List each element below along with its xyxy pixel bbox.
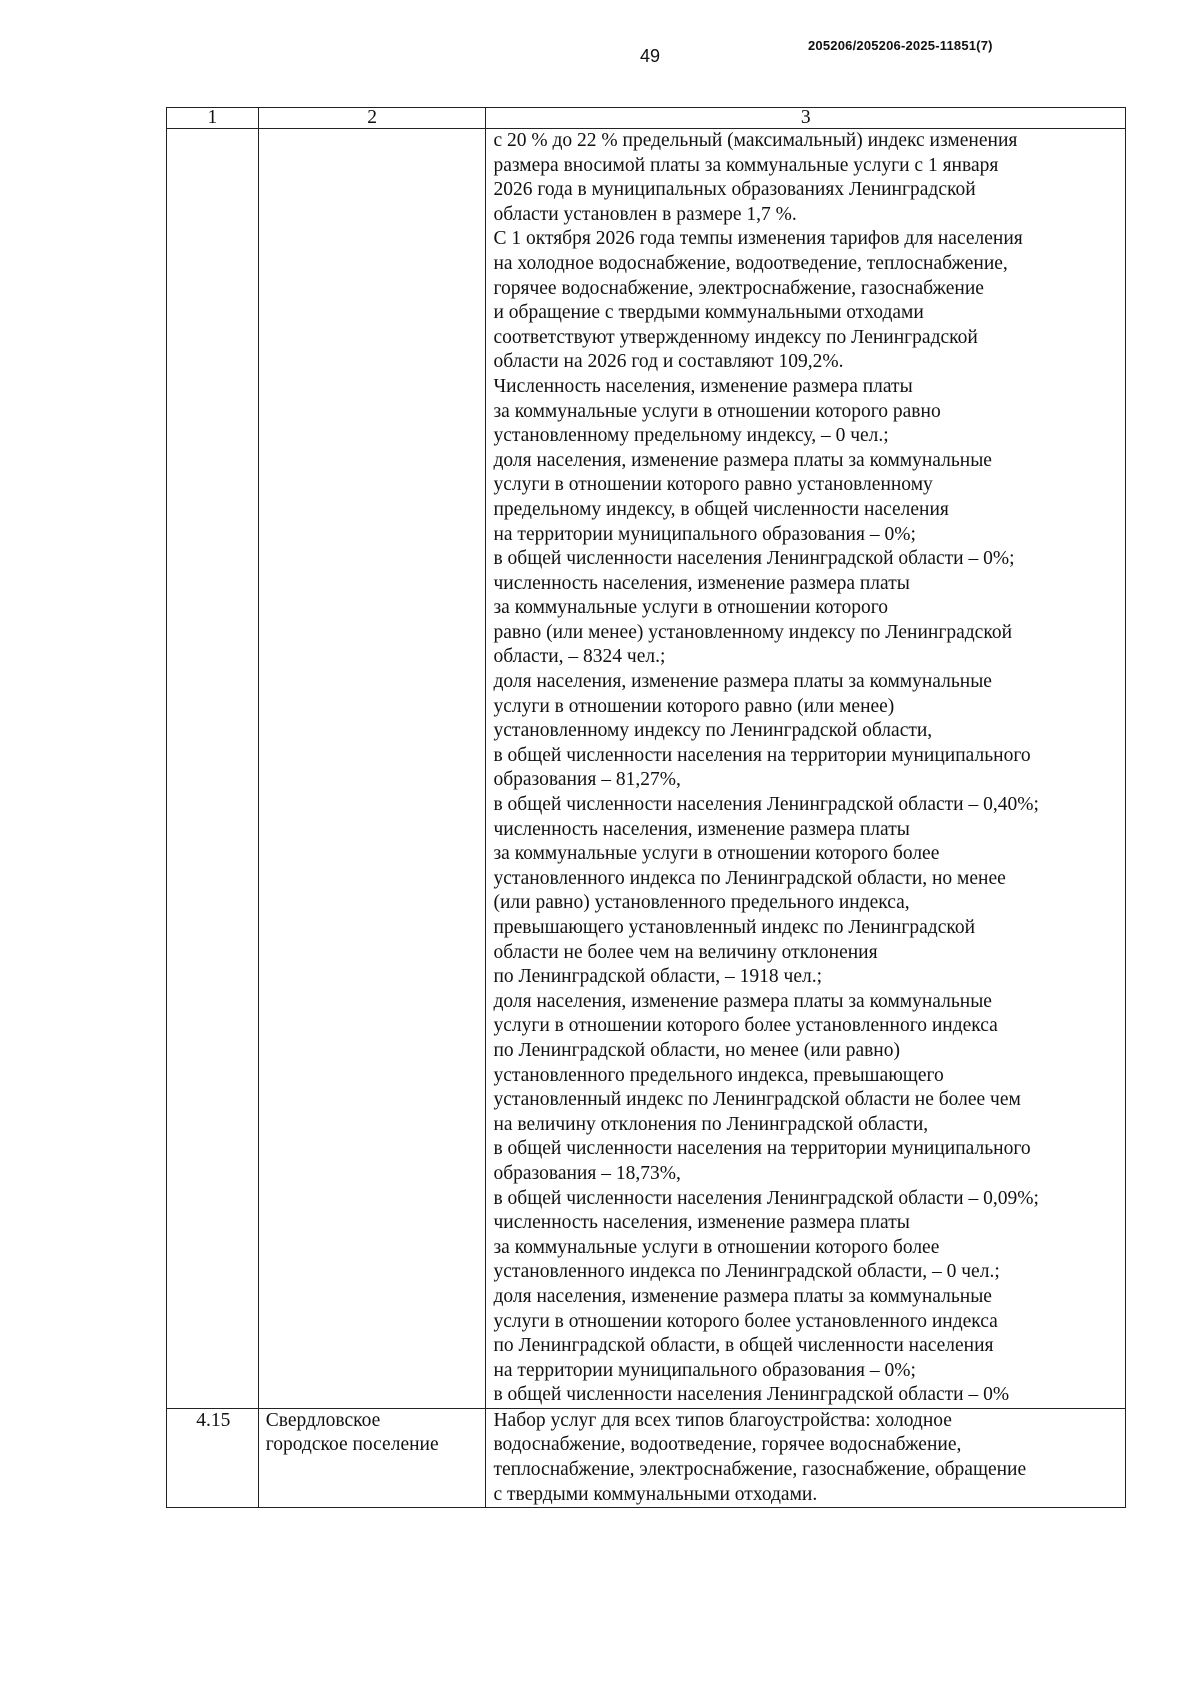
text-line: в общей численности населения на территории муниципального bbox=[493, 1138, 1031, 1160]
text-line: численность населения, изменение размера платы bbox=[493, 572, 910, 594]
text-line: на территории муниципального образования – 0%; bbox=[493, 1359, 916, 1381]
municipality-name-cell bbox=[258, 1408, 486, 1507]
text-line: за коммунальные услуги в отношении которого равно bbox=[493, 400, 941, 422]
text-line: (или равно) установленного предельного индекса, bbox=[493, 892, 910, 914]
text-line: и обращение с твердыми коммунальными отходами bbox=[493, 302, 924, 324]
text-line: области на 2026 год и составляют 109,2%. bbox=[493, 351, 844, 373]
text-line: установленного индекса по Ленинградской области, – 0 чел.; bbox=[493, 1261, 1000, 1283]
text-line: установленного индекса по Ленинградской области, но менее bbox=[493, 867, 1006, 889]
text-line: равно (или менее) установленному индексу по Ленинградской bbox=[493, 621, 1012, 643]
text-line: горячее водоснабжение, электроснабжение, газоснабжение bbox=[493, 277, 984, 299]
text-line: Численность населения, изменение размера платы bbox=[493, 375, 913, 397]
text-line: в общей численности населения Ленинградской области – 0,40%; bbox=[493, 794, 1039, 816]
text-line: на величину отклонения по Ленинградской области, bbox=[493, 1113, 929, 1135]
text-line: по Ленинградской области, – 1918 чел.; bbox=[493, 966, 823, 988]
text-line: Набор услуг для всех типов благоустройства: холодное bbox=[493, 1409, 952, 1431]
text-line: предельному индексу, в общей численности населения bbox=[493, 498, 949, 520]
text-line: услуги в отношении которого более установленного индекса bbox=[493, 1015, 998, 1037]
text-line: области, – 8324 чел.; bbox=[493, 646, 666, 668]
header-col-1: 1 bbox=[167, 108, 259, 129]
text-line: образования – 18,73%, bbox=[493, 1162, 681, 1184]
table-header-row bbox=[167, 108, 1126, 129]
text-line: в общей численности населения на территории муниципального bbox=[493, 744, 1031, 766]
text-line: с твердыми коммунальными отходами. bbox=[493, 1483, 818, 1505]
text-line: на холодное водоснабжение, водоотведение, теплоснабжение, bbox=[493, 252, 1008, 274]
text-line: доля населения, изменение размера платы за коммунальные bbox=[493, 671, 992, 693]
tariff-table bbox=[166, 107, 1126, 1508]
text-line: области установлен в размере 1,7 %. bbox=[493, 203, 797, 225]
text-line: доля населения, изменение размера платы за коммунальные bbox=[493, 990, 992, 1012]
text-line: доля населения, изменение размера платы за коммунальные bbox=[493, 1285, 992, 1307]
text-line: установленному предельному индексу, – 0 чел.; bbox=[493, 425, 889, 447]
text-line: установленному индексу по Ленинградской области, bbox=[493, 720, 933, 742]
text-line: установленного предельного индекса, превышающего bbox=[493, 1064, 944, 1086]
text-line: услуги в отношении которого равно установленному bbox=[493, 474, 933, 496]
text-line: образования – 81,27%, bbox=[493, 769, 681, 791]
text-line: соответствуют утвержденному индексу по Ленинградской bbox=[493, 326, 978, 348]
document-id: 205206/205206-2025-11851(7) bbox=[808, 38, 993, 53]
text-line: численность населения, изменение размера платы bbox=[493, 818, 910, 840]
text-line: по Ленинградской области, но менее (или равно) bbox=[493, 1039, 900, 1061]
text-line: в общей численности населения Ленинградской области – 0,09%; bbox=[493, 1187, 1039, 1209]
text-line: превышающего установленный индекс по Ленинградской bbox=[493, 917, 976, 938]
text-line: области не более чем на величину отклонения bbox=[493, 941, 878, 963]
text-line: доля населения, изменение размера платы за коммунальные bbox=[493, 449, 992, 471]
text-line: водоснабжение, водоотведение, горячее водоснабжение, bbox=[493, 1434, 962, 1456]
text-line: Свердловское bbox=[265, 1409, 381, 1431]
page-number: 49 bbox=[639, 46, 661, 66]
table-row bbox=[167, 129, 1126, 1409]
text-line: теплоснабжение, электроснабжение, газоснабжение, обращение bbox=[493, 1459, 1027, 1481]
text-line: в общей численности населения Ленинградской области – 0% bbox=[493, 1384, 1010, 1406]
text-line: за коммунальные услуги в отношении которого bbox=[493, 597, 889, 619]
header-col-3: 3 bbox=[486, 108, 1126, 129]
header-col-2: 2 bbox=[258, 108, 486, 129]
municipality-name-cell bbox=[258, 129, 486, 1409]
text-line: городское поселение bbox=[265, 1434, 439, 1456]
text-line: размера вносимой платы за коммунальные услуги с 1 января bbox=[493, 154, 999, 176]
table-row bbox=[167, 1408, 1126, 1507]
text-line: за коммунальные услуги в отношении которого более bbox=[493, 1236, 940, 1258]
description-cell bbox=[486, 1408, 1126, 1507]
text-line: 2026 года в муниципальных образованиях Ленинградской bbox=[493, 179, 976, 201]
text-line: за коммунальные услуги в отношении которого более bbox=[493, 843, 940, 865]
text-line: в общей численности населения Ленинградской области – 0%; bbox=[493, 548, 1015, 570]
text-line: установленный индекс по Ленинградской области не более чем bbox=[493, 1089, 1021, 1111]
text-line: численность населения, изменение размера платы bbox=[493, 1212, 910, 1234]
text-line: услуги в отношении которого равно (или менее) bbox=[493, 695, 895, 717]
description-cell bbox=[486, 129, 1126, 1409]
row-number-cell: 4.15 bbox=[167, 1408, 259, 1507]
row-number-cell bbox=[167, 129, 259, 1409]
text-line: с 20 % до 22 % предельный (максимальный) индекс изменения bbox=[493, 130, 1018, 151]
text-line: услуги в отношении которого более установленного индекса bbox=[493, 1310, 998, 1332]
text-line: С 1 октября 2026 года темпы изменения тарифов для населения bbox=[493, 228, 1023, 250]
text-line: на территории муниципального образования – 0%; bbox=[493, 523, 916, 545]
text-line: по Ленинградской области, в общей численности населения bbox=[493, 1335, 994, 1357]
